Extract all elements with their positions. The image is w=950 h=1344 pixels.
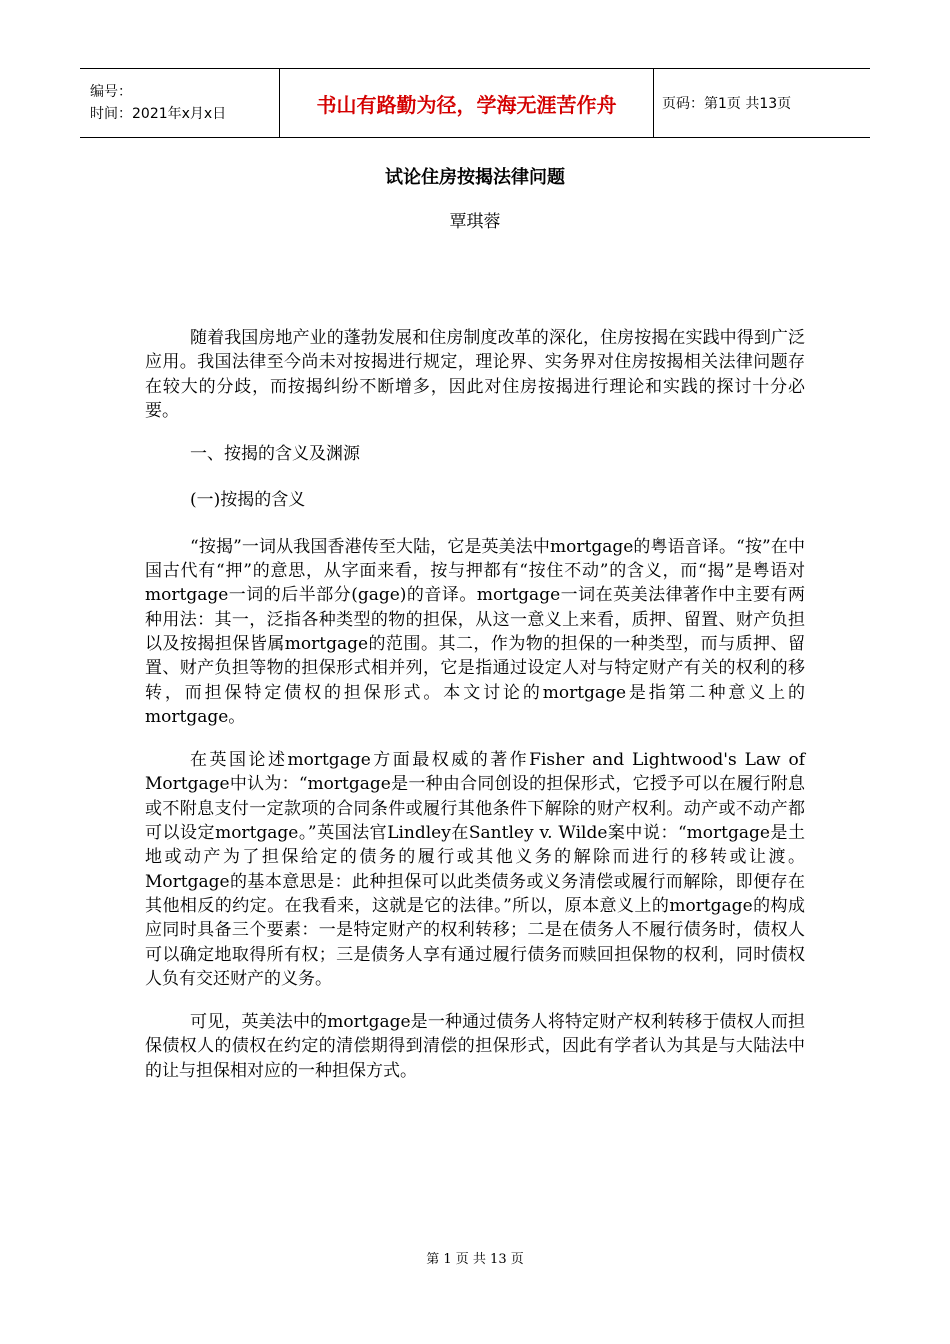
document-title: 试论住房按揭法律问题 [385, 167, 565, 188]
paragraph-intro: 随着我国房地产业的蓬勃发展和住房制度改革的深化，住房按揭在实践中得到广泛应用。我国法律至今尚未对按揭进行规定，理论界、实务界对住房按揭相关法律问题存在较大的分歧，而按揭纠纷不断增多，因此对住房按揭进行理论和实践的探讨十分必要。 [145, 328, 805, 421]
paragraph-english-law: 在英国论述mortgage方面最权威的著作Fisher and Lightwood's Law of Mortgage中认为：“mortgage是一种由合同创设的担保形式，它授予可以在履行附息或不附息支付一定款项的合同条件或履行其他条件下解除的财产权利。动产或不动产都可以设定mortgage。”英国法官Lindley在Santley v. Wilde案中说：“mortgage是土地或动产为了担保给定的债务的履行或其他义务的解除而进行的移转或让渡。Mortgage的基本意思是：此种担保可以此类债务或义务清偿或履行而解除，即便存在其他相反的约定。在我看来，这就是它的法律。”所以，原本意义上的mortgage的构成应同时具备三个要素：一是特定财产的权利转移；二是在债务人不履行债务时，债权人可以确定地取得所有权；三是债务人享有通过履行债务而赎回担保物的权利，同时债权人负有交还财产的义务。 [145, 750, 805, 989]
number-label: 编号： [90, 84, 132, 100]
header-left-cell [80, 69, 280, 137]
page-label: 页码：第1页 共13页 [662, 96, 792, 112]
motto-text: 书山有路勤为径，学海无涯苦作舟 [316, 92, 617, 117]
paragraph-conclusion: 可见，英美法中的mortgage是一种通过债务人将特定财产权利转移于债权人而担保债权人的债权在约定的清偿期得到清偿的担保形式，因此有学者认为其是与大陆法中的让与担保相对应的一种担保方式。 [145, 1012, 805, 1081]
header-motto-cell [280, 69, 654, 137]
document-body [145, 326, 805, 1102]
subsection-heading: (一)按揭的含义 [190, 490, 306, 511]
paragraph-definition: “按揭”一词从我国香港传至大陆，它是英美法中mortgage的粤语音译。“按”在中国古代有“押”的意思，从字面来看，按与押都有“按住不动”的含义，而“揭”是粤语对mortgage一词的后半部分(gage)的音译。mortgage一词在英美法律著作中主要有两种用法：其一，泛指各种类型的物的担保，从这一意义上来看，质押、留置、财产负担以及按揭担保皆属mortgage的范围。其二，作为物的担保的一种类型，而与质押、留置、财产负担等物的担保形式相并列，它是指通过设定人对与特定财产有关的权利的移转，而担保特定债权的担保形式。本文讨论的mortgage是指第二种意义上的mortgage。 [145, 536, 805, 727]
time-label: 时间：2021年x月x日 [90, 106, 227, 122]
section-heading: 一、按揭的含义及渊源 [190, 444, 361, 465]
document-author: 覃琪蓉 [449, 212, 501, 232]
page-footer: 第 1 页 共 13 页 [426, 1252, 524, 1267]
header-page-cell [654, 69, 870, 137]
header-table [80, 68, 870, 138]
